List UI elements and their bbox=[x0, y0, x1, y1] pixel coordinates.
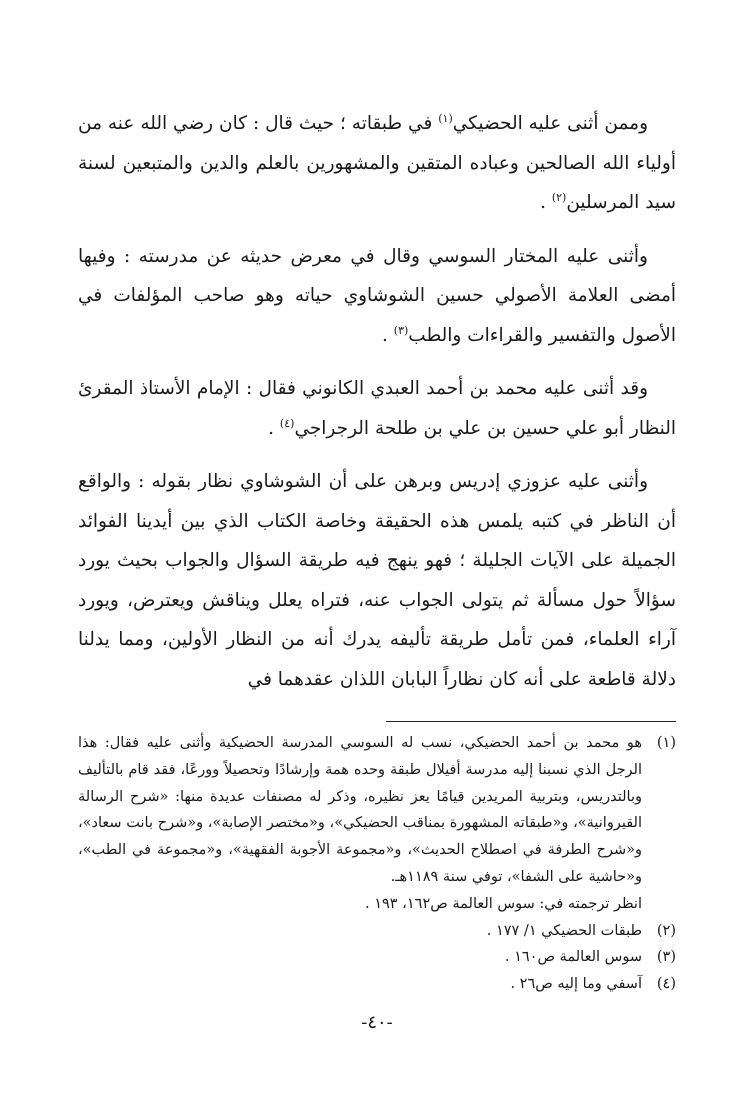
footnote-1 bbox=[78, 730, 676, 891]
footnote-ref-2[interactable]: (٢) bbox=[551, 190, 567, 204]
footnote-ref-1[interactable]: (١) bbox=[438, 111, 453, 125]
paragraph-3-end: . bbox=[268, 417, 280, 439]
footnote-2-number: (٢) bbox=[656, 922, 676, 939]
footnote-4-number: (٤) bbox=[656, 976, 676, 993]
footnotes bbox=[78, 730, 676, 998]
footnote-4-text: آسفي وما إليه ص٢٦ . bbox=[510, 976, 642, 993]
footnote-ref-3[interactable]: (٣) bbox=[393, 323, 409, 337]
page-body bbox=[78, 104, 676, 998]
paragraph-1-end: . bbox=[540, 192, 552, 213]
paragraph-1 bbox=[78, 104, 676, 223]
paragraph-4-text: وأثنى عليه عزوزي إدريس وبرهن على أن الشوشاوي نظار بقوله : والواقع أن الناظر في كتبه يلمس هذه الحقيقة وخاصة الكتاب الذي بين أيدينا الفوائد الجميلة على الآيات الجليلة ؛ فهو ينهج فيه طريقة السؤال والجواب بحيث يورد سؤالاً حول مسألة ثم يتولى الجواب عنه، فتراه يعلل ويناقش ويعترض، ويورد آراء العلماء، فمن تأمل طريقة تأليفه يدرك أنه من النظار الأولين، ومما يدلنا دلالة قاطعة على أنه كان نظاراً البابان اللذان عقدهما في bbox=[78, 471, 676, 690]
footnote-4 bbox=[78, 971, 676, 998]
footnote-3-number: (٣) bbox=[656, 949, 676, 966]
paragraph-2 bbox=[78, 237, 676, 356]
paragraph-1-text: وممن أثنى عليه الحضيكي bbox=[452, 113, 648, 134]
footnote-2 bbox=[78, 918, 676, 945]
paragraph-2-end: . bbox=[382, 324, 394, 346]
paragraph-3-text: وقد أثنى عليه محمد بن أحمد العبدي الكانوني فقال : الإمام الأستاذ المقرئ النظار أبو علي حسين بن علي بن طلحة الرجراجي bbox=[78, 378, 676, 439]
footnote-1-text: هو محمد بن أحمد الحضيكي، نسب له السوسي المدرسة الحضيكية وأثنى عليه فقال: هذا الرجل الذي نسبنا إليه مدرسة أفيلال طبقة وحده همة وإرشادًا وتحصيلاً وورعًا، فقد قام بالتأليف وبالتدريس، وبتربية المريدين قيامًا يعز نظيره، وذكر له مصنفات عديدة منها: «شرح الرسالة القيروانية»، و«طبقاته المشهورة بمناقب الحضيكي»، و«مختصر الإصابة»، و«شرح بانت سعاد»، و«شرح الطرفة في اصطلاح الحديث»، و«مجموعة الأجوبة الفقهية»، و«مجموعة في الطب»، و«حاشية على الشفا»، توفي سنة ١١٨٩هـ. bbox=[78, 735, 642, 885]
footnote-ref-4[interactable]: (٤) bbox=[279, 416, 295, 430]
paragraph-3 bbox=[78, 369, 676, 448]
footnote-3-text: سوس العالمة ص١٦٠ . bbox=[504, 949, 642, 966]
page-number: -٤٠- bbox=[361, 1012, 393, 1033]
paragraph-4 bbox=[78, 462, 676, 699]
paragraph-1-text-cont: في طبقاته ؛ حيث قال : كان رضي الله عنه من أولياء الله الصالحين وعباده المتقين والمشهورين بالعلم والدين والمتبعين لسنة سيد المرسلين bbox=[78, 113, 676, 213]
footnote-2-text: طبقات الحضيكي ١/ ١٧٧ . bbox=[486, 922, 642, 939]
footnote-3 bbox=[78, 944, 676, 971]
footnote-1-number: (١) bbox=[656, 735, 676, 751]
footnote-separator-wrap bbox=[78, 713, 676, 730]
footnote-1-continuation: انظر ترجمته في: سوس العالمة ص١٦٢، ١٩٣ . bbox=[364, 895, 642, 912]
footnote-separator bbox=[386, 721, 676, 722]
paragraph-2-text: وأثنى عليه المختار السوسي وقال في معرض حديثه عن مدرسته : وفيها أمضى العلامة الأصولي حسين الشوشاوي حياته وهو صاحب المؤلفات في الأصول والتفسير والقراءات والطب bbox=[78, 245, 676, 346]
